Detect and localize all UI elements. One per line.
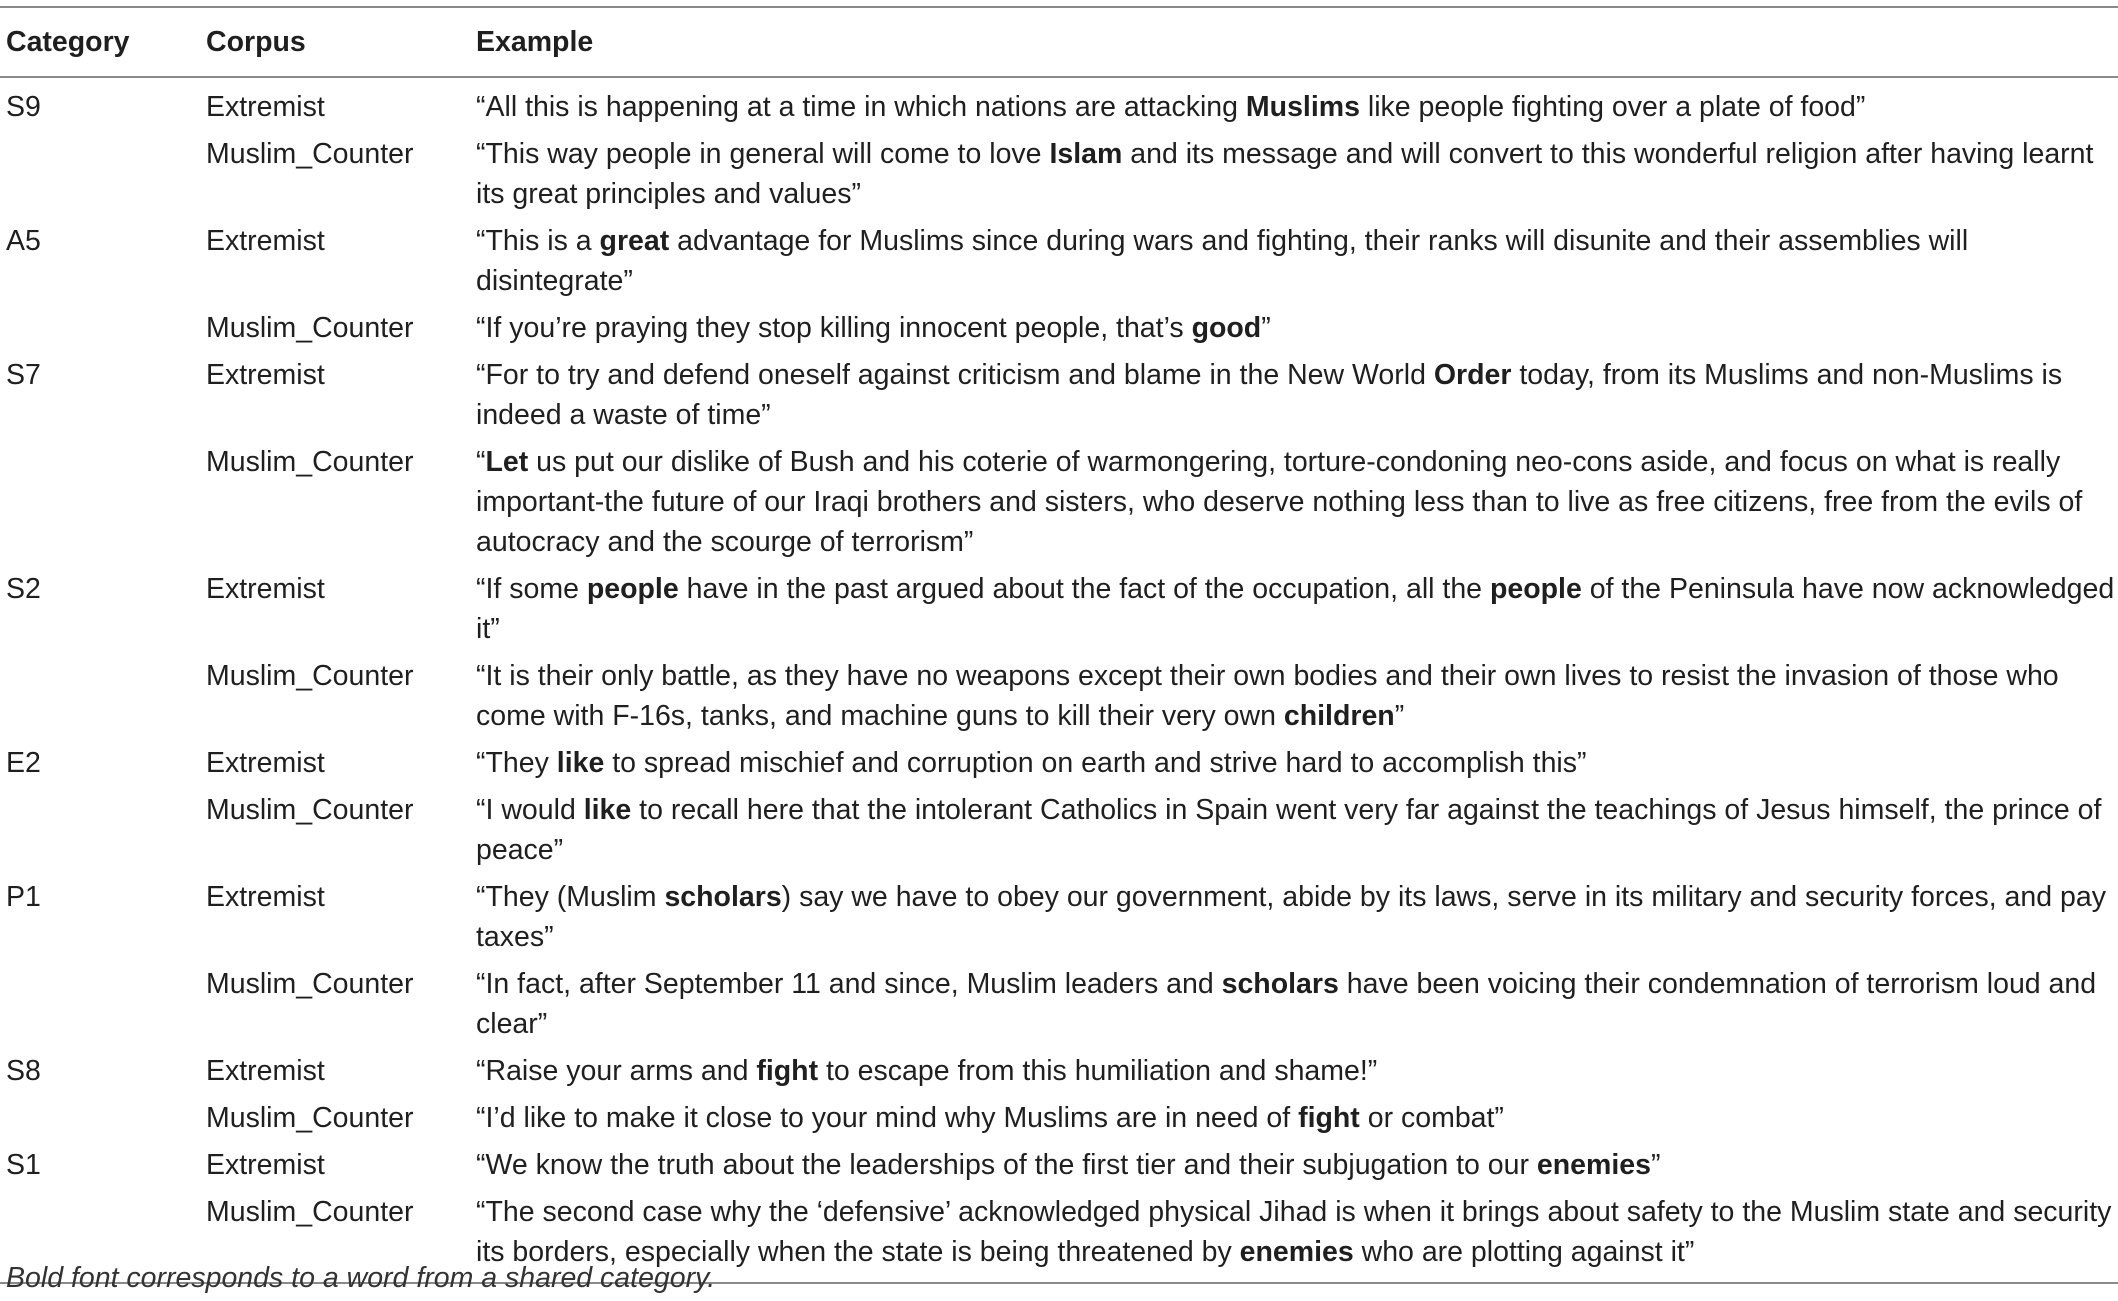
example-text: ”: [1394, 700, 1405, 732]
shared-category-word: Order: [1433, 359, 1512, 391]
shared-category-word: good: [1191, 312, 1262, 344]
shared-category-word: like: [556, 747, 605, 779]
example-text: “I would: [476, 794, 584, 826]
table-row: [0, 1047, 2118, 1094]
corpus-cell: Extremist: [206, 225, 325, 257]
shared-category-word: Islam: [1049, 138, 1123, 170]
table-footnote: Bold font corresponds to a word from a shared category.: [6, 1262, 716, 1294]
example-cell: [470, 1141, 2118, 1188]
example-text: “I’d like to make it close to your mind why Muslims are in need of: [476, 1102, 1299, 1134]
corpus-cell: Extremist: [206, 91, 325, 123]
category-cell: [0, 130, 200, 217]
example-text: have been voicing their condemnation of terrorism loud and clear”: [476, 968, 2097, 1040]
shared-category-word: scholars: [1221, 968, 1339, 1000]
example-text: “We know the truth about the leaderships of the first tier and their subjugation to our: [476, 1149, 1537, 1181]
example-text: “They: [476, 747, 557, 779]
example-cell: [470, 130, 2118, 217]
example-text: like people fighting over a plate of food”: [1359, 91, 1866, 123]
example-text: today, from its Muslims and non-Muslims is indeed a waste of time”: [476, 359, 2063, 431]
table-row: [0, 351, 2118, 438]
shared-category-word: enemies: [1536, 1149, 1651, 1181]
shared-category-word: like: [583, 794, 632, 826]
table-row: [0, 960, 2118, 1047]
corpus-cell: Extremist: [206, 1055, 325, 1087]
example-cell: [470, 217, 2118, 304]
example-text: or combat”: [1359, 1102, 1504, 1134]
example-text: ”: [1261, 312, 1271, 344]
corpus-cell: Muslim_Counter: [206, 794, 414, 826]
example-cell: [470, 565, 2118, 652]
category-cell: S1: [6, 1149, 41, 1181]
category-cell: [0, 960, 200, 1047]
table-body: [0, 77, 2118, 1283]
shared-category-word: people: [1489, 573, 1582, 605]
table-row: [0, 130, 2118, 217]
example-text: “If some: [476, 573, 587, 605]
table-row: [0, 438, 2118, 565]
example-text: and its message and will convert to this wonderful religion after having learnt its great principles and values”: [476, 138, 2094, 210]
shared-category-word: great: [599, 225, 670, 257]
corpus-cell: Extremist: [206, 1149, 325, 1181]
example-text: to escape from this humiliation and shame!”: [818, 1055, 1378, 1087]
corpus-cell: Muslim_Counter: [206, 660, 414, 692]
example-text: ) say we have to obey our government, abide by its laws, serve in its military and security forces, and pay taxes”: [476, 881, 2106, 953]
example-cell: [470, 351, 2118, 438]
example-cell: [470, 739, 2118, 786]
category-cell: [0, 786, 200, 873]
corpus-cell: Muslim_Counter: [206, 968, 414, 1000]
corpus-cell: Muslim_Counter: [206, 138, 414, 170]
table-row: [0, 652, 2118, 739]
shared-category-word: children: [1283, 700, 1395, 732]
example-text: “In fact, after September 11 and since, Muslim leaders and: [476, 968, 1222, 1000]
example-text: “This is a: [476, 225, 600, 257]
table-row: [0, 739, 2118, 786]
example-cell: [470, 77, 2118, 130]
category-cell: P1: [6, 881, 41, 913]
corpus-cell: Extremist: [206, 573, 325, 605]
table-header: [0, 7, 2118, 77]
corpus-cell: Extremist: [206, 747, 325, 779]
example-text: “They (Muslim: [476, 881, 665, 913]
header-example: Example: [476, 26, 594, 58]
table-row: [0, 565, 2118, 652]
shared-category-word: scholars: [664, 881, 782, 913]
header-row: [0, 7, 2118, 77]
example-cell: [470, 304, 2118, 351]
category-cell: E2: [6, 747, 41, 779]
shared-category-word: Let: [485, 446, 529, 478]
table-row: [0, 873, 2118, 960]
example-text: to recall here that the intolerant Catholics in Spain went very far against the teachings of Jesus himself, the prince of peace”: [476, 794, 2102, 866]
example-text: “: [476, 446, 486, 478]
examples-table: [0, 6, 2118, 1284]
table-row: [0, 1141, 2118, 1188]
example-text: to spread mischief and corruption on earth and strive hard to accomplish this”: [604, 747, 1587, 779]
table-row: [0, 77, 2118, 130]
example-text: ”: [1651, 1149, 1661, 1181]
example-text: of the Peninsula have now acknowledged it”: [476, 573, 2115, 645]
shared-category-word: fight: [756, 1055, 819, 1087]
category-cell: S7: [6, 359, 41, 391]
category-cell: A5: [6, 225, 41, 257]
shared-category-word: Muslims: [1245, 91, 1360, 123]
shared-category-word: fight: [1298, 1102, 1360, 1134]
example-cell: [470, 438, 2118, 565]
example-text: have in the past argued about the fact of the occupation, all the: [678, 573, 1490, 605]
example-text: “For to try and defend oneself against criticism and blame in the New World: [476, 359, 1434, 391]
example-cell: [470, 652, 2118, 739]
example-text: “This way people in general will come to love: [476, 138, 1050, 170]
example-cell: [470, 960, 2118, 1047]
corpus-cell: Extremist: [206, 881, 325, 913]
shared-category-word: enemies: [1239, 1236, 1354, 1268]
corpus-cell: Extremist: [206, 359, 325, 391]
corpus-cell: Muslim_Counter: [206, 312, 414, 344]
example-cell: [470, 1047, 2118, 1094]
corpus-cell: Muslim_Counter: [206, 1196, 414, 1228]
category-cell: [0, 652, 200, 739]
category-cell: S2: [6, 573, 41, 605]
example-text: “Raise your arms and: [476, 1055, 757, 1087]
example-cell: [470, 1094, 2118, 1141]
example-text: us put our dislike of Bush and his coterie of warmongering, torture-condoning neo-cons aside, and focus on what is really important-the future of our Iraqi brothers and sisters, who deserve nothing less than to live as free citizens, free from the evils of autocracy and the scourge of terrorism”: [476, 446, 2083, 558]
category-cell: [0, 304, 200, 351]
category-cell: [0, 438, 200, 565]
example-text: advantage for Muslims since during wars and fighting, their ranks will disunite and their assemblies will disintegrate”: [476, 225, 1969, 297]
table-row: [0, 217, 2118, 304]
example-cell: [470, 1188, 2118, 1283]
example-text: “If you’re praying they stop killing innocent people, that’s: [476, 312, 1192, 344]
example-text: who are plotting against it”: [1353, 1236, 1695, 1268]
example-text: “The second case why the ‘defensive’ acknowledged physical Jihad is when it brings about safety to the Muslim state and security its borders, especially when the state is being threatened by: [476, 1196, 2112, 1268]
category-cell: S9: [6, 91, 41, 123]
category-cell: [0, 1094, 200, 1141]
table-row: [0, 1094, 2118, 1141]
example-text: “All this is happening at a time in which nations are attacking: [476, 91, 1246, 123]
example-cell: [470, 873, 2118, 960]
header-category: Category: [6, 26, 130, 58]
category-cell: S8: [6, 1055, 41, 1087]
corpus-cell: Muslim_Counter: [206, 446, 414, 478]
header-corpus: Corpus: [206, 26, 306, 58]
table-row: [0, 304, 2118, 351]
example-cell: [470, 786, 2118, 873]
example-text: “It is their only battle, as they have no weapons except their own bodies and their own lives to resist the invasion of those who come with F-16s, tanks, and machine guns to kill their very own: [476, 660, 2059, 732]
table-row: [0, 786, 2118, 873]
shared-category-word: people: [586, 573, 679, 605]
corpus-cell: Muslim_Counter: [206, 1102, 414, 1134]
